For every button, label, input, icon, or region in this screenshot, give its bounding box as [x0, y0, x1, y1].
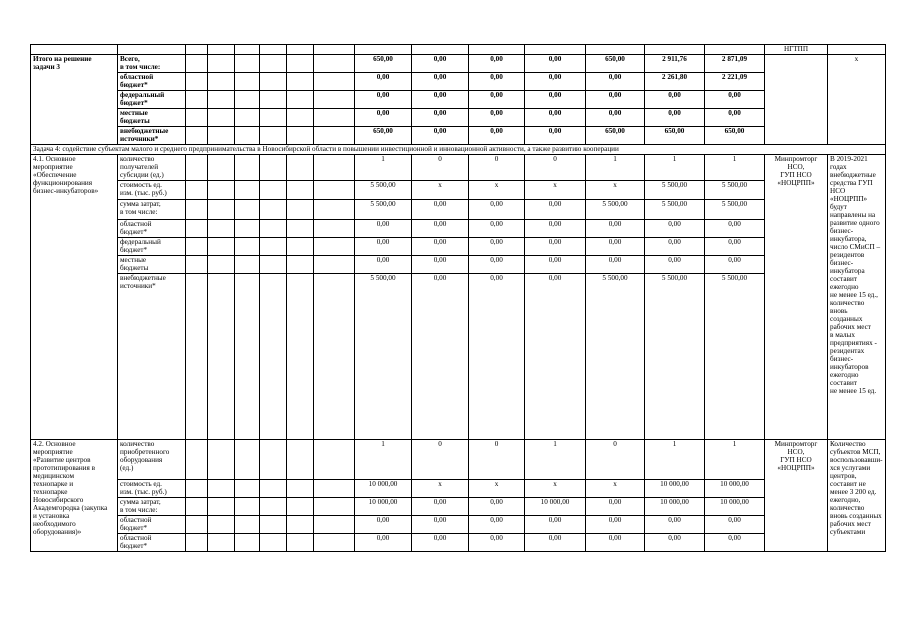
total-indicator-name: внебюджетные источники* — [118, 127, 186, 145]
empty-cell — [186, 274, 208, 440]
m42-value: 0,00 — [586, 534, 645, 552]
empty-cell — [235, 91, 260, 109]
empty-cell — [314, 55, 355, 73]
total-value: 0,00 — [469, 109, 525, 127]
m42-value: 0,00 — [586, 516, 645, 534]
empty-cell — [260, 516, 287, 534]
empty-cell — [186, 220, 208, 238]
m42-value: 0,00 — [355, 534, 412, 552]
empty-cell — [287, 256, 314, 274]
m42-value: 0,00 — [412, 498, 469, 516]
total-value: 0,00 — [412, 73, 469, 91]
m42-value: x — [586, 480, 645, 498]
empty-cell — [469, 45, 525, 55]
budget-table — [30, 44, 886, 552]
m41-value: 0,00 — [412, 274, 469, 440]
m41-value: 5 500,00 — [705, 274, 765, 440]
total-value: 0,00 — [469, 127, 525, 145]
empty-cell — [186, 127, 208, 145]
empty-cell — [186, 200, 208, 220]
total-value: 0,00 — [525, 55, 586, 73]
m41-value: 5 500,00 — [355, 181, 412, 200]
empty-cell — [235, 220, 260, 238]
empty-cell — [235, 534, 260, 552]
empty-cell — [260, 91, 287, 109]
empty-cell — [208, 480, 235, 498]
empty-cell — [586, 45, 645, 55]
total-value: 0,00 — [355, 91, 412, 109]
m41-value: 0 — [525, 155, 586, 181]
empty-cell — [260, 220, 287, 238]
m41-executor: Минпромторг НСО, ГУП НСО «НОЦРПП» — [765, 155, 828, 440]
m41-value: 5 500,00 — [645, 181, 705, 200]
empty-cell — [314, 274, 355, 440]
m41-value: 0,00 — [586, 256, 645, 274]
m42-executor: Минпромторг НСО, ГУП НСО «НОЦРПП» — [765, 440, 828, 552]
executor-cell: НГТПП — [765, 45, 828, 55]
total-value: 0,00 — [525, 73, 586, 91]
empty-cell — [235, 73, 260, 91]
m42-note: Количество субъектов МСП, воспользовавши- хся услугами центров, составит не менее 3 200 ед. ежегодно, количество вновь созданных рабочих мест субъектами — [828, 440, 886, 552]
empty-cell — [208, 516, 235, 534]
m41-value: 0 — [469, 155, 525, 181]
empty-cell — [186, 45, 208, 55]
m41-note: В 2019-2021 годах внебюджетные средства ГУП НСО «НОЦРПП» будут направлены на развитие одного бизнес- инкубатора, число СМиСП – резидентов бизнес- инкубатора составит ежегодно не менее 15 ед., количество вновь созданных рабочих мест в малых предприятиях - резидентах бизнес- инкубаторов ежегодно составит не менее 15 ед. — [828, 155, 886, 440]
m41-value: 5 500,00 — [645, 274, 705, 440]
empty-cell — [314, 256, 355, 274]
empty-cell — [208, 220, 235, 238]
empty-cell — [287, 480, 314, 498]
m42-value: 0,00 — [469, 498, 525, 516]
empty-cell — [186, 534, 208, 552]
empty-cell — [186, 109, 208, 127]
empty-cell — [314, 91, 355, 109]
empty-cell — [314, 516, 355, 534]
empty-cell — [208, 155, 235, 181]
empty-cell — [314, 45, 355, 55]
m42-row — [31, 480, 886, 498]
empty-cell — [186, 73, 208, 91]
total-value: 0,00 — [412, 127, 469, 145]
empty-cell — [208, 534, 235, 552]
empty-cell — [412, 45, 469, 55]
m41-value: 0,00 — [645, 238, 705, 256]
m42-value: 10 000,00 — [705, 480, 765, 498]
m42-value: 0,00 — [355, 516, 412, 534]
m41-value: 0,00 — [586, 220, 645, 238]
m42-value: 10 000,00 — [525, 498, 586, 516]
total-executor — [765, 55, 828, 145]
m42-value: 0,00 — [705, 516, 765, 534]
total-label: Итого на решение задачи 3 — [31, 55, 118, 145]
m41-value: 0,00 — [525, 200, 586, 220]
m42-value: 0,00 — [469, 534, 525, 552]
empty-cell — [186, 498, 208, 516]
empty-cell — [208, 440, 235, 480]
m41-row — [31, 238, 886, 256]
m42-row — [31, 498, 886, 516]
empty-cell — [355, 45, 412, 55]
empty-cell — [260, 45, 287, 55]
m42-value: 0,00 — [525, 516, 586, 534]
total-value: 650,00 — [705, 127, 765, 145]
empty-cell — [235, 55, 260, 73]
m42-indicator-name: областной бюджет* — [118, 534, 186, 552]
m42-indicator-name: количество приобретенного оборудования (ед.) — [118, 440, 186, 480]
empty-cell — [208, 256, 235, 274]
empty-cell — [208, 274, 235, 440]
empty-cell — [186, 238, 208, 256]
m41-value: 5 500,00 — [645, 200, 705, 220]
m41-row — [31, 220, 886, 238]
total-value: 0,00 — [469, 91, 525, 109]
empty-cell — [208, 498, 235, 516]
m41-value: 0,00 — [586, 238, 645, 256]
m41-value: 1 — [705, 155, 765, 181]
empty-cell — [287, 91, 314, 109]
m41-row — [31, 200, 886, 220]
empty-cell — [186, 480, 208, 498]
empty-cell — [314, 200, 355, 220]
m41-value: 0,00 — [525, 220, 586, 238]
empty-cell — [260, 256, 287, 274]
total-indicator-name: областной бюджет* — [118, 73, 186, 91]
m41-value: 0,00 — [412, 200, 469, 220]
empty-cell — [208, 45, 235, 55]
m41-value: 5 500,00 — [586, 274, 645, 440]
m42-value: 10 000,00 — [355, 480, 412, 498]
empty-cell — [235, 127, 260, 145]
m42-value: 0,00 — [586, 498, 645, 516]
total-indicator-name: федеральный бюджет* — [118, 91, 186, 109]
m42-value: 0 — [412, 440, 469, 480]
m42-value: 1 — [355, 440, 412, 480]
m42-value: x — [525, 480, 586, 498]
m41-value: 0,00 — [355, 238, 412, 256]
m41-value: 5 500,00 — [705, 181, 765, 200]
total-value: 2 261,80 — [645, 73, 705, 91]
empty-cell — [260, 480, 287, 498]
empty-cell — [260, 440, 287, 480]
task4-row — [31, 145, 886, 155]
total-value: 0,00 — [469, 73, 525, 91]
empty-cell — [186, 155, 208, 181]
total-value: 650,00 — [355, 55, 412, 73]
top-row — [31, 45, 886, 55]
empty-cell — [260, 238, 287, 256]
total-value: 2 871,09 — [705, 55, 765, 73]
total-row — [31, 127, 886, 145]
m41-value: 0,00 — [525, 274, 586, 440]
m42-value: 1 — [705, 440, 765, 480]
empty-cell — [208, 91, 235, 109]
empty-cell — [260, 181, 287, 200]
empty-cell — [235, 498, 260, 516]
m41-value: 0,00 — [469, 238, 525, 256]
empty-cell — [235, 274, 260, 440]
empty-cell — [208, 200, 235, 220]
total-value: 0,00 — [705, 91, 765, 109]
m42-value: 0,00 — [525, 534, 586, 552]
total-value: 0,00 — [586, 91, 645, 109]
m41-value: 0,00 — [705, 256, 765, 274]
empty-cell — [314, 534, 355, 552]
empty-cell — [287, 109, 314, 127]
empty-cell — [118, 45, 186, 55]
m41-indicator-name: местные бюджеты — [118, 256, 186, 274]
empty-cell — [186, 440, 208, 480]
m42-value: 10 000,00 — [645, 480, 705, 498]
total-value: 0,00 — [525, 91, 586, 109]
total-value: 650,00 — [586, 127, 645, 145]
m41-value: 0,00 — [705, 238, 765, 256]
empty-cell — [235, 181, 260, 200]
m41-value: 0,00 — [525, 238, 586, 256]
empty-cell — [208, 55, 235, 73]
m41-value: 1 — [586, 155, 645, 181]
empty-cell — [287, 181, 314, 200]
m41-value: 5 500,00 — [355, 274, 412, 440]
m42-indicator-name: сумма затрат, в том числе: — [118, 498, 186, 516]
m41-value: 5 500,00 — [586, 200, 645, 220]
empty-cell — [287, 534, 314, 552]
empty-cell — [314, 127, 355, 145]
m41-value: 0 — [412, 155, 469, 181]
empty-cell — [287, 238, 314, 256]
m41-value: 0,00 — [705, 220, 765, 238]
empty-cell — [235, 256, 260, 274]
m42-row — [31, 440, 886, 480]
empty-cell — [186, 55, 208, 73]
empty-cell — [287, 155, 314, 181]
m42-value: 1 — [525, 440, 586, 480]
total-value: 0,00 — [705, 109, 765, 127]
m42-value: x — [412, 480, 469, 498]
total-value: 0,00 — [412, 109, 469, 127]
empty-cell — [314, 181, 355, 200]
m41-value: 0,00 — [525, 256, 586, 274]
empty-cell — [186, 256, 208, 274]
empty-cell — [287, 55, 314, 73]
m41-value: 0,00 — [355, 220, 412, 238]
total-row — [31, 91, 886, 109]
empty-cell — [287, 220, 314, 238]
m41-value: x — [412, 181, 469, 200]
m41-value: 0,00 — [469, 220, 525, 238]
m42-value: 10 000,00 — [645, 498, 705, 516]
m42-value: 0 — [469, 440, 525, 480]
m41-value: x — [586, 181, 645, 200]
total-value: 650,00 — [355, 127, 412, 145]
m42-row — [31, 516, 886, 534]
m41-value: 0,00 — [469, 256, 525, 274]
budget-table-page — [30, 44, 886, 552]
empty-cell — [705, 45, 765, 55]
empty-cell — [208, 181, 235, 200]
total-note: x — [828, 55, 886, 145]
empty-cell — [314, 498, 355, 516]
empty-cell — [287, 440, 314, 480]
m41-value: 0,00 — [469, 200, 525, 220]
empty-cell — [186, 181, 208, 200]
m41-value: 1 — [645, 155, 705, 181]
m41-indicator-name: сумма затрат, в том числе: — [118, 200, 186, 220]
empty-cell — [235, 200, 260, 220]
m42-value: 0,00 — [645, 534, 705, 552]
m41-value: 0,00 — [645, 256, 705, 274]
total-value: 650,00 — [586, 55, 645, 73]
m41-value: 0,00 — [355, 256, 412, 274]
empty-cell — [260, 274, 287, 440]
m41-value: x — [525, 181, 586, 200]
m42-value: 0,00 — [645, 516, 705, 534]
m41-row — [31, 256, 886, 274]
empty-cell — [287, 274, 314, 440]
empty-cell — [208, 109, 235, 127]
empty-cell — [235, 109, 260, 127]
empty-cell — [287, 127, 314, 145]
m41-value: 5 500,00 — [355, 200, 412, 220]
m42-value: 10 000,00 — [355, 498, 412, 516]
empty-cell — [314, 155, 355, 181]
empty-cell — [260, 200, 287, 220]
m41-label: 4.1. Основное мероприятие «Обеспечение функционирования бизнес-инкубаторов» — [31, 155, 118, 440]
empty-cell — [260, 534, 287, 552]
empty-cell — [208, 73, 235, 91]
m42-value: 0,00 — [412, 534, 469, 552]
m41-value: 5 500,00 — [705, 200, 765, 220]
empty-cell — [208, 127, 235, 145]
total-value: 0,00 — [525, 127, 586, 145]
empty-cell — [645, 45, 705, 55]
m41-indicator-name: внебюджетные источники* — [118, 274, 186, 440]
empty-cell — [260, 127, 287, 145]
m42-value: 10 000,00 — [705, 498, 765, 516]
total-value: 650,00 — [645, 127, 705, 145]
empty-cell — [287, 45, 314, 55]
empty-cell — [186, 516, 208, 534]
m42-value: 1 — [645, 440, 705, 480]
empty-cell — [235, 440, 260, 480]
m41-row — [31, 181, 886, 200]
empty-cell — [260, 109, 287, 127]
empty-cell — [260, 55, 287, 73]
total-indicator-name: местные бюджеты — [118, 109, 186, 127]
total-value: 0,00 — [586, 109, 645, 127]
empty-cell — [314, 220, 355, 238]
empty-cell — [525, 45, 586, 55]
m42-indicator-name: областной бюджет* — [118, 516, 186, 534]
empty-cell — [31, 45, 118, 55]
m42-value: 0,00 — [412, 516, 469, 534]
total-value: 0,00 — [355, 73, 412, 91]
m42-indicator-name: стоимость ед. изм. (тыс. руб.) — [118, 480, 186, 498]
empty-cell — [287, 516, 314, 534]
m41-value: 0,00 — [469, 274, 525, 440]
m41-value: 1 — [355, 155, 412, 181]
total-value: 0,00 — [412, 55, 469, 73]
total-value: 0,00 — [412, 91, 469, 109]
m41-value: 0,00 — [412, 256, 469, 274]
empty-cell — [828, 45, 886, 55]
empty-cell — [260, 498, 287, 516]
m41-indicator-name: стоимость ед. изм. (тыс. руб.) — [118, 181, 186, 200]
total-row — [31, 73, 886, 91]
empty-cell — [287, 498, 314, 516]
total-value: 0,00 — [645, 91, 705, 109]
empty-cell — [260, 155, 287, 181]
empty-cell — [235, 45, 260, 55]
empty-cell — [287, 200, 314, 220]
m41-indicator-name: количество получателей субсидии (ед.) — [118, 155, 186, 181]
empty-cell — [287, 73, 314, 91]
empty-cell — [260, 73, 287, 91]
m41-indicator-name: федеральный бюджет* — [118, 238, 186, 256]
m42-row — [31, 534, 886, 552]
total-indicator-name: Всего, в том числе: — [118, 55, 186, 73]
empty-cell — [208, 238, 235, 256]
m41-row — [31, 274, 886, 440]
task4-text: Задача 4: содействие субъектам малого и среднего предпринимательства в Новосибирской области в повышении инвестиционной и инновационной активности, а также развитию кооперации — [31, 145, 886, 155]
total-value: 0,00 — [469, 55, 525, 73]
empty-cell — [235, 480, 260, 498]
m41-value: 0,00 — [645, 220, 705, 238]
total-value: 0,00 — [525, 109, 586, 127]
m42-value: 0,00 — [469, 516, 525, 534]
empty-cell — [314, 480, 355, 498]
total-row — [31, 109, 886, 127]
total-value: 0,00 — [355, 109, 412, 127]
m42-value: 0,00 — [705, 534, 765, 552]
total-value: 0,00 — [645, 109, 705, 127]
m41-row — [31, 155, 886, 181]
m41-indicator-name: областной бюджет* — [118, 220, 186, 238]
m41-value: 0,00 — [412, 220, 469, 238]
total-value: 2 221,09 — [705, 73, 765, 91]
m41-value: x — [469, 181, 525, 200]
m41-value: 0,00 — [412, 238, 469, 256]
empty-cell — [235, 155, 260, 181]
empty-cell — [314, 73, 355, 91]
empty-cell — [314, 109, 355, 127]
empty-cell — [235, 238, 260, 256]
empty-cell — [235, 516, 260, 534]
m42-value: 0 — [586, 440, 645, 480]
total-row — [31, 55, 886, 73]
empty-cell — [186, 91, 208, 109]
m42-value: x — [469, 480, 525, 498]
empty-cell — [314, 440, 355, 480]
empty-cell — [314, 238, 355, 256]
m42-label: 4.2. Основное мероприятие «Развитие центров прототипирования в медицинском технопарке и технопарке Новосибирского Академгородка (закупка и установка необходимого оборудования)» — [31, 440, 118, 552]
total-value: 0,00 — [586, 73, 645, 91]
total-value: 2 911,76 — [645, 55, 705, 73]
